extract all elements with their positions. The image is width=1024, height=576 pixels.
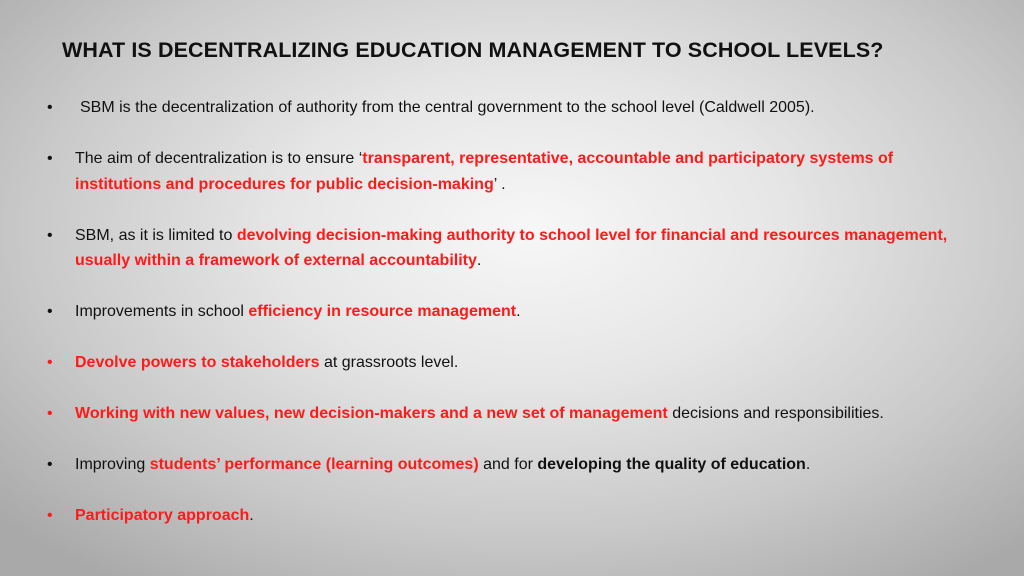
bullet-text: . [516, 303, 521, 320]
highlight-text: devolving decision-making authority to school level for financial and resources management, usually within a framework of external accountability [75, 226, 948, 269]
slide-title: WHAT IS DECENTRALIZING EDUCATION MANAGEMENT TO SCHOOL LEVELS? [62, 38, 884, 62]
bullet-item-student-performance [47, 452, 982, 478]
bullet-text: Improvements in school [75, 303, 249, 320]
highlight-text: transparent, representative, accountable and participatory systems of institutions and procedures for public decision-making [75, 150, 894, 193]
bullet-icon: • [47, 507, 53, 524]
highlight-text: Working with new values, new decision-makers and a new set of management [75, 405, 668, 422]
bullet-text: Improving [75, 456, 150, 473]
bullet-text: SBM, as it is limited to [75, 226, 237, 244]
bullet-list [47, 95, 982, 554]
highlight-text: Participatory approach [75, 507, 250, 524]
highlight-text: efficiency in resource management [248, 303, 517, 320]
bullet-item-participatory-approach [47, 503, 982, 529]
bullet-icon: • [47, 456, 53, 473]
highlight-text: Devolve powers to stakeholders [75, 354, 320, 371]
bullet-icon: • [47, 226, 53, 244]
bullet-text: at grassroots level. [319, 354, 459, 371]
bullet-icon: • [47, 99, 53, 116]
bullet-text: SBM is the decentralization of authority from the central government to the school level (Caldwell 2005). [80, 99, 815, 116]
bullet-text: ’ . [493, 175, 506, 193]
bullet-text: . [249, 507, 254, 524]
bullet-item-sbm-limited [47, 223, 982, 274]
bullet-item-efficiency [47, 299, 982, 325]
bold-text: developing the quality of education [537, 456, 806, 473]
bullet-item-aim-of-decentralization [47, 146, 982, 197]
highlight-text: students’ performance (learning outcomes) [149, 456, 479, 473]
bullet-icon: • [47, 150, 53, 167]
bullet-icon: • [47, 405, 53, 422]
bullet-text: . [476, 252, 482, 269]
bullet-icon: • [47, 303, 53, 320]
bullet-text: and for [478, 456, 538, 473]
bullet-text: . [805, 456, 811, 473]
bullet-item-new-values [47, 401, 982, 427]
bullet-icon: • [47, 354, 53, 371]
bullet-item-sbm-definition [47, 95, 982, 121]
bullet-text: decisions and responsibilities. [667, 405, 884, 422]
bullet-item-devolve-powers [47, 350, 982, 376]
bullet-text: The aim of decentralization is to ensure ‘ [75, 150, 363, 167]
